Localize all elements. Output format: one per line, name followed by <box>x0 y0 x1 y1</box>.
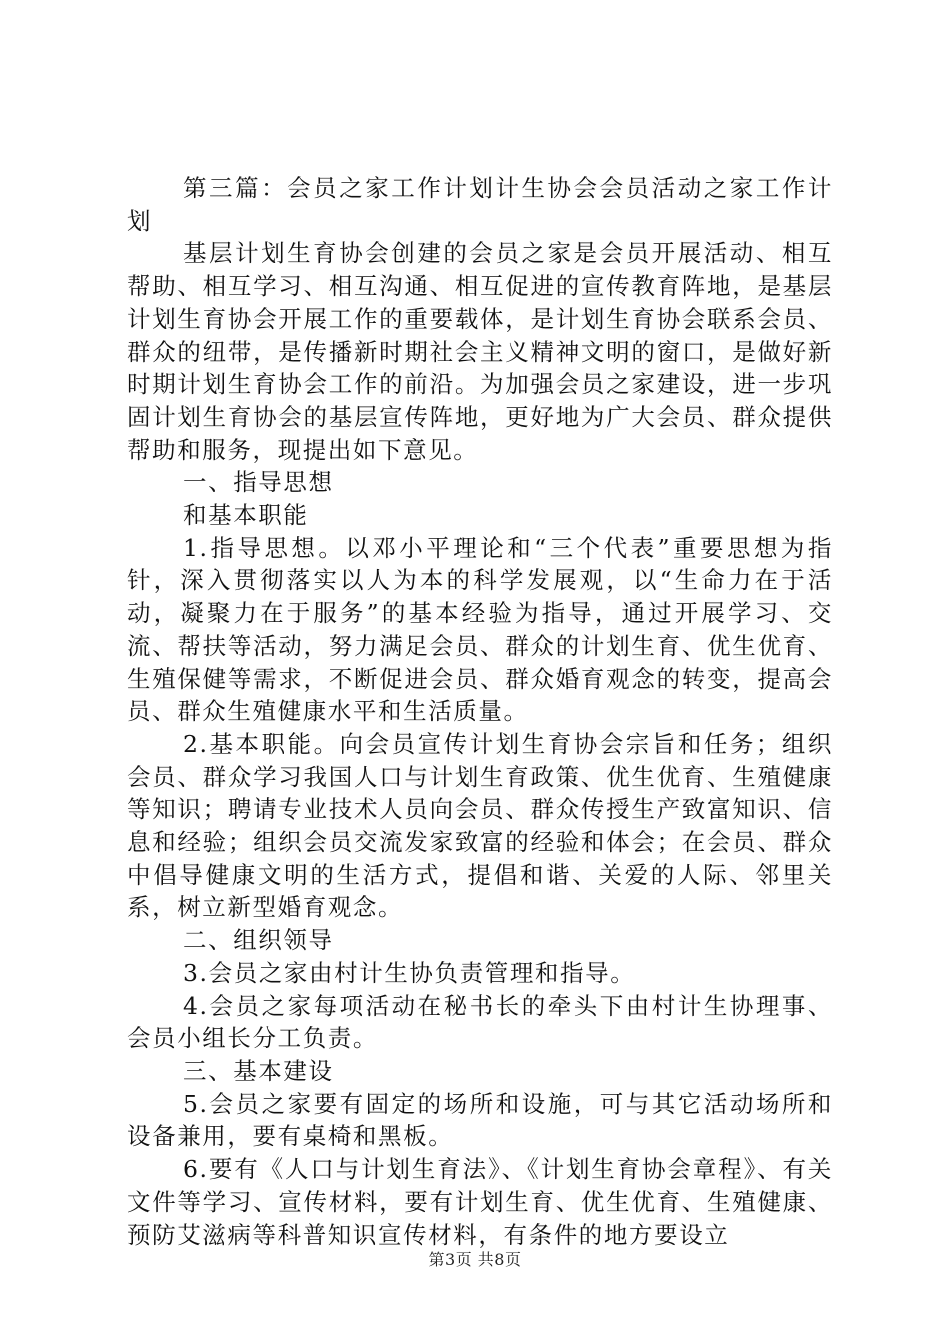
section-heading-continued: 和基本职能 <box>183 501 309 530</box>
document-body <box>127 172 833 1251</box>
body-paragraph: 3.会员之家由村计生协负责管理和指导。 <box>183 958 636 987</box>
body-paragraph: 6.要有《人口与计划生育法》、《计划生育协会章程》、有关文件等学习、宣传材料，要有计划生育、优生优育、生殖健康、预防艾滋病等科普知识宣传材料，有条件的地方要设立 <box>127 1155 833 1249</box>
body-paragraph: 5.会员之家要有固定的场所和设施，可与其它活动场所和设备兼用，要有桌椅和黑板。 <box>127 1089 833 1151</box>
body-paragraph: 1.指导思想。以邓小平理论和“三个代表”重要思想为指针，深入贯彻落实以人为本的科学发展观，以“生命力在于活动，凝聚力在于服务”的基本经验为指导，通过开展学习、交流、帮扶等活动，努力满足会员、群众的计划生育、优生优育、生殖保健等需求，不断促进会员、群众婚育观念的转变，提高会员、群众生殖健康水平和生活质量。 <box>127 533 833 726</box>
body-paragraph: 2.基本职能。向会员宣传计划生育协会宗旨和任务；组织会员、群众学习我国人口与计划生育政策、优生优育、生殖健康等知识；聘请专业技术人员向会员、群众传授生产致富知识、信息和经验；组织会员交流发家致富的经验和体会；在会员、群众中倡导健康文明的生活方式，提倡和谐、关爱的人际、邻里关系，树立新型婚育观念。 <box>127 729 833 922</box>
body-paragraph: 4.会员之家每项活动在秘书长的牵头下由村计生协理事、会员小组长分工负责。 <box>127 991 833 1053</box>
section-heading: 二、组织领导 <box>183 926 334 955</box>
intro-paragraph: 基层计划生育协会创建的会员之家是会员开展活动、相互帮助、相互学习、相互沟通、相互促进的宣传教育阵地，是基层计划生育协会开展工作的重要载体，是计划生育协会联系会员、群众的纽带，是传播新时期社会主义精神文明的窗口，是做好新时期计划生育协会工作的前沿。为加强会员之家建设，进一步巩固计划生育协会的基层宣传阵地，更好地为广大会员、群众提供帮助和服务，现提出如下意见。 <box>127 239 833 464</box>
section-heading: 三、基本建设 <box>183 1056 334 1085</box>
section-heading: 一、指导思想 <box>183 468 334 497</box>
page-number-footer: 第3页 共8页 <box>428 1250 522 1269</box>
document-title: 第三篇：会员之家工作计划计生协会会员活动之家工作计划 <box>127 174 833 235</box>
